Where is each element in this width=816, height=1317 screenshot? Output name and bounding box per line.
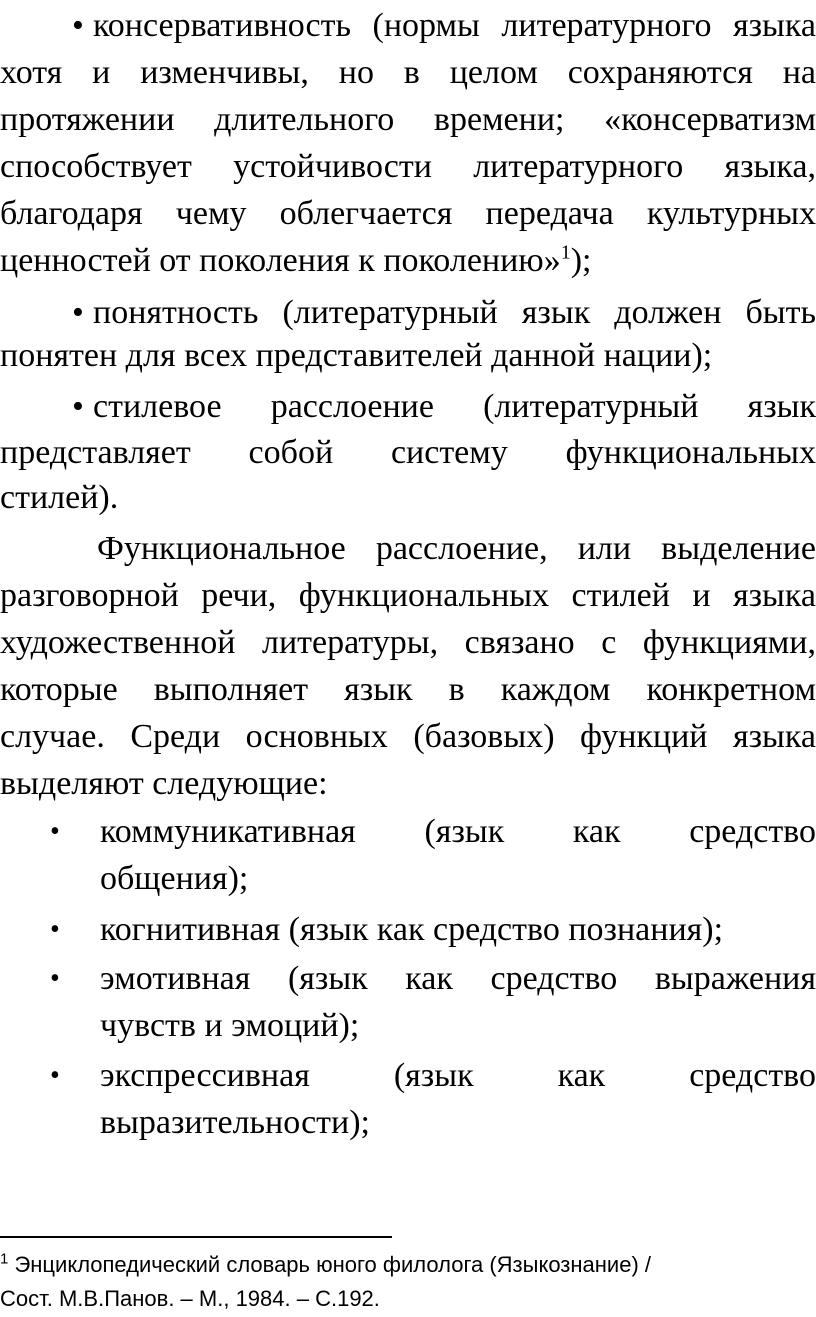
bullet-dot: •: [72, 7, 84, 44]
list-item-2-line-1: когнитивная (язык как средство познания);: [100, 911, 724, 948]
paragraph-line-6: выделяют следующие:: [0, 765, 328, 802]
list-item-4-line-2: выразительности);: [100, 1104, 370, 1141]
list-item-3-line-2: чувств и эмоций);: [100, 1007, 360, 1044]
bullet-1-line-1: • консервативность (нормы литературного языка: [72, 2, 816, 50]
paragraph-line-4: которые выполняет язык в каждом конкретном: [0, 671, 816, 708]
paragraph-line-3: художественной литературы, связано с функциями,: [0, 624, 816, 661]
bullet-3-line-1: • стилевое расслоение (литературный язык: [72, 383, 816, 431]
bullet-dot: •: [72, 388, 84, 425]
list-bullet-dot: •: [50, 963, 60, 994]
paragraph-line-5: случае. Среди основных (базовых) функций языка: [0, 718, 816, 755]
bullet-1-line-6: ценностей от поколения к поколению»$^1$);: [0, 241, 592, 279]
bullet-2-line-1: • понятность (литературный язык должен быть: [72, 289, 816, 337]
footnote-line-2: Сост. М.В.Панов. – М., 1984. – С.192.: [0, 1286, 380, 1311]
list-bullet-dot: •: [50, 1060, 60, 1091]
bullet-dot: •: [72, 294, 84, 331]
bullet-3-line-2: представляет собой систему функциональных: [0, 434, 816, 471]
list-item-1-line-1: коммуникативная (язык как средство: [100, 813, 816, 850]
footnote-separator: [0, 1236, 392, 1238]
footnote-number: 1: [0, 1250, 9, 1268]
bullet-1-line-4: способствует устойчивости литературного языка,: [0, 148, 816, 185]
list-item-1-line-2: общения);: [100, 860, 249, 897]
list-item-3-line-1: эмотивная (язык как средство выражения: [100, 960, 816, 997]
paragraph-line-1: Функциональное расслоение, или выделение: [97, 530, 816, 567]
bullet-3-line-3: стилей).: [0, 479, 119, 516]
bullet-1-line-2: хотя и изменчивы, но в целом сохраняются на: [0, 54, 816, 91]
list-item-4-line-1: экспрессивная (язык как средство: [100, 1057, 816, 1094]
footnote-line-1: $^1$ Энциклопедический словарь юного филолога (Языкознание) /: [0, 1250, 651, 1277]
footnote-reference[interactable]: 1: [560, 241, 571, 264]
list-bullet-dot: •: [50, 914, 60, 945]
bullet-2-line-2: понятен для всех представителей данной нации);: [0, 337, 713, 374]
bullet-1-line-5: благодаря чему облегчается передача культурных: [0, 195, 816, 232]
paragraph-line-2: разговорной речи, функциональных стилей и языка: [0, 577, 816, 614]
bullet-1-line-3: протяжении длительного времени; «консерватизм: [0, 101, 816, 138]
list-bullet-dot: •: [50, 816, 60, 847]
